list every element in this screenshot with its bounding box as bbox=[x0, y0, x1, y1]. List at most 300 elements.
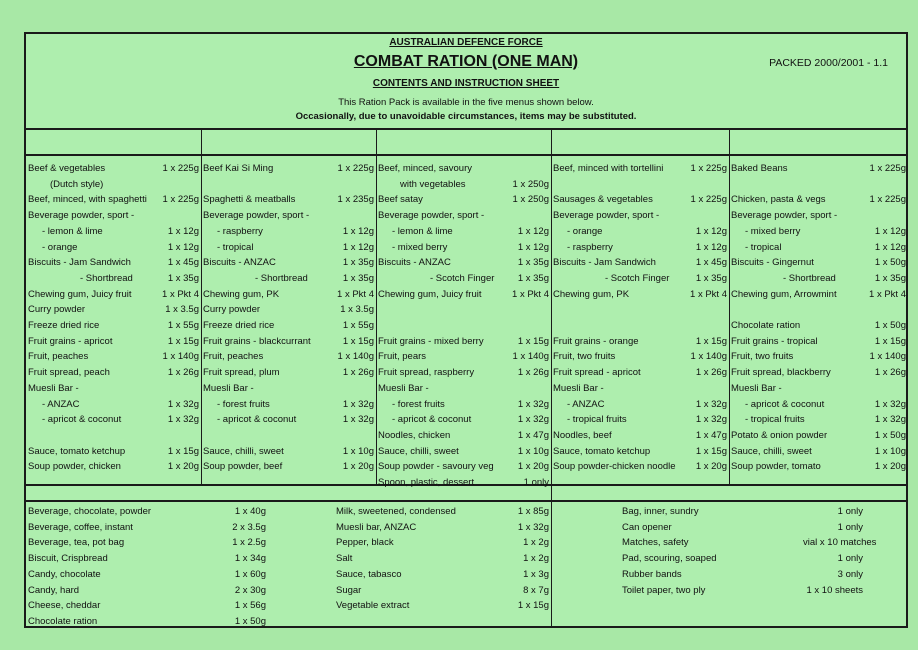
list-item-quantity: 1 only bbox=[837, 506, 863, 517]
item-quantity: 1 x 32g bbox=[695, 414, 727, 426]
item-quantity: 1 x 10g bbox=[874, 445, 906, 457]
item-quantity: 1 x Pkt 4 bbox=[690, 288, 727, 300]
column-divider bbox=[376, 128, 377, 484]
table-row bbox=[28, 412, 199, 428]
table-row bbox=[203, 192, 374, 208]
org-name: AUSTRALIAN DEFENCE FORCE bbox=[389, 37, 543, 48]
item-quantity: 1 x 26g bbox=[695, 367, 727, 379]
table-row bbox=[28, 177, 199, 193]
item-quantity: 1 x 3.5g bbox=[165, 304, 199, 316]
item-quantity: 1 x 20g bbox=[342, 461, 374, 473]
page-title: COMBAT RATION (ONE MAN) bbox=[353, 53, 579, 70]
item-name: Spaghetti & meatballs bbox=[203, 194, 296, 206]
item-quantity: 1 x 35g bbox=[342, 257, 374, 269]
item-name: Sauce, chilli, sweet bbox=[731, 445, 812, 457]
item-name: Fruit grains - mixed berry bbox=[378, 335, 484, 347]
item-quantity: 1 x 15g bbox=[517, 335, 549, 347]
item-quantity: 1 x 32g bbox=[342, 414, 374, 426]
list-item-name: Candy, hard bbox=[28, 584, 80, 596]
item-quantity: 1 x 47g bbox=[695, 429, 727, 441]
table-row bbox=[378, 397, 549, 413]
item-quantity: 1 x 47g bbox=[517, 429, 549, 441]
item-name: Biscuits - ANZAC bbox=[378, 257, 451, 269]
table-row bbox=[203, 224, 374, 240]
item-name: - raspberry bbox=[217, 225, 263, 237]
table-row bbox=[28, 349, 199, 365]
item-quantity: 1 x 225g bbox=[162, 163, 199, 174]
list-item-name: Sugar bbox=[336, 584, 362, 596]
item-quantity: 1 x 225g bbox=[690, 163, 727, 174]
table-row bbox=[553, 192, 727, 208]
item-name: Beef & vegetables bbox=[28, 163, 106, 174]
table-row bbox=[378, 240, 549, 256]
item-name: - ANZAC bbox=[567, 398, 605, 410]
item-name: Fruit, peaches bbox=[28, 351, 89, 363]
item-quantity: 1 x 140g bbox=[162, 351, 199, 363]
table-row bbox=[731, 287, 906, 303]
item-quantity: 1 x 10g bbox=[342, 445, 374, 457]
item-name: - Scotch Finger bbox=[605, 272, 670, 284]
item-quantity: 1 x 225g bbox=[869, 163, 906, 174]
item-name: Fruit spread, raspberry bbox=[378, 367, 475, 379]
item-quantity: 1 x 250g bbox=[512, 178, 549, 190]
item-name: Chocolate ration bbox=[731, 320, 801, 331]
item-name: Biscuits - Gingernut bbox=[731, 257, 814, 269]
table-row bbox=[731, 224, 906, 240]
table-row bbox=[203, 161, 374, 177]
table-row bbox=[28, 271, 199, 287]
table-row bbox=[378, 271, 549, 287]
item-quantity: 1 x 20g bbox=[695, 461, 727, 473]
item-name: - mixed berry bbox=[392, 241, 448, 253]
table-row bbox=[731, 208, 906, 224]
item-quantity: 1 x 32g bbox=[517, 414, 549, 426]
table-row bbox=[731, 349, 906, 365]
item-name: - Scotch Finger bbox=[430, 272, 495, 284]
table-row bbox=[203, 240, 374, 256]
item-name: Sausages & vegetables bbox=[553, 194, 653, 206]
table-row bbox=[203, 302, 374, 318]
item-quantity: 1 x 20g bbox=[874, 461, 906, 473]
item-name: - raspberry bbox=[567, 241, 613, 253]
item-quantity: 1 x 32g bbox=[167, 414, 199, 426]
table-row bbox=[203, 444, 374, 460]
list-item-quantity: 1 x 2.5g bbox=[232, 537, 266, 549]
table-row bbox=[378, 428, 549, 444]
item-quantity: 1 x 32g bbox=[517, 398, 549, 410]
list-item-quantity: 1 x 2g bbox=[523, 553, 549, 565]
item-name: Noodles, chicken bbox=[378, 429, 451, 441]
item-quantity: 1 x 15g bbox=[874, 335, 906, 347]
menu-letter-b bbox=[203, 131, 374, 153]
table-row bbox=[28, 302, 199, 318]
table-row bbox=[378, 177, 549, 193]
item-quantity: 1 x 32g bbox=[342, 398, 374, 410]
item-quantity: 1 x 35g bbox=[874, 272, 906, 284]
list-item-quantity: 1 only bbox=[837, 521, 863, 533]
table-row bbox=[378, 349, 549, 365]
table-row bbox=[28, 381, 199, 397]
item-quantity: 1 x 35g bbox=[342, 272, 374, 284]
table-row bbox=[378, 444, 549, 460]
item-name: Biscuits - Jam Sandwich bbox=[553, 257, 656, 269]
table-row bbox=[553, 444, 727, 460]
list-item-quantity: 1 x 15g bbox=[517, 600, 549, 612]
list-item-name: Beverage, coffee, instant bbox=[28, 521, 133, 533]
list-item-name: Bag, inner, sundry bbox=[622, 506, 699, 517]
table-row bbox=[203, 459, 374, 475]
table-row bbox=[378, 208, 549, 224]
item-name: - apricot & coconut bbox=[745, 398, 825, 410]
item-quantity: 1 x 12g bbox=[517, 225, 549, 237]
item-name: Beverage powder, sport - bbox=[28, 210, 135, 222]
item-name: Biscuits - ANZAC bbox=[203, 257, 276, 269]
item-quantity: 1 only bbox=[523, 477, 549, 488]
list-item-name: Milk, sweetened, condensed bbox=[336, 506, 456, 517]
item-quantity: 1 x 55g bbox=[167, 320, 199, 331]
item-name: Sauce, tomato ketchup bbox=[28, 445, 126, 457]
packed-date: PACKED 2000/2001 - 1.1 bbox=[769, 57, 888, 69]
item-name: - apricot & coconut bbox=[392, 414, 472, 426]
item-quantity: 1 x 50g bbox=[874, 257, 906, 269]
substitution-note: Occasionally, due to unavoidable circumstances, items may be substituted. bbox=[295, 111, 637, 122]
table-row bbox=[203, 287, 374, 303]
list-item-name: Matches, safety bbox=[622, 537, 689, 549]
list-item-quantity: 1 x 40g bbox=[234, 506, 266, 517]
item-name: Fruit grains - apricot bbox=[28, 335, 113, 347]
table-row bbox=[378, 475, 549, 491]
item-name: with vegetables bbox=[400, 178, 466, 190]
list-item-name: Muesli bar, ANZAC bbox=[336, 521, 417, 533]
item-name: Fruit, two fruits bbox=[731, 351, 794, 363]
item-name: Chewing gum, PK bbox=[553, 288, 630, 300]
item-quantity: 1 x 12g bbox=[695, 241, 727, 253]
table-row bbox=[553, 161, 727, 177]
item-quantity: 1 x 140g bbox=[512, 351, 549, 363]
table-row bbox=[731, 444, 906, 460]
item-name: Fruit, peaches bbox=[203, 351, 264, 363]
item-quantity: 1 x 235g bbox=[337, 194, 374, 206]
table-row bbox=[731, 255, 906, 271]
item-name: - forest fruits bbox=[392, 398, 445, 410]
item-quantity: 1 x 45g bbox=[695, 257, 727, 269]
item-quantity: 1 x 50g bbox=[874, 429, 906, 441]
table-row bbox=[378, 192, 549, 208]
list-item-name: Salt bbox=[336, 553, 353, 565]
table-row bbox=[553, 224, 727, 240]
item-name: - apricot & coconut bbox=[217, 414, 297, 426]
table-row bbox=[28, 287, 199, 303]
table-row bbox=[731, 334, 906, 350]
item-name: Noodles, beef bbox=[553, 429, 612, 441]
item-name: Chewing gum, PK bbox=[203, 288, 280, 300]
list-item-quantity: 3 only bbox=[837, 568, 863, 580]
item-quantity: 1 x 35g bbox=[517, 272, 549, 284]
table-row bbox=[731, 161, 906, 177]
item-name: - Shortbread bbox=[783, 272, 836, 284]
item-name: Soup powder, beef bbox=[203, 461, 283, 473]
item-quantity: 1 x 12g bbox=[874, 225, 906, 237]
item-quantity: 1 x 35g bbox=[695, 272, 727, 284]
list-item-quantity: vial x 10 matches bbox=[803, 537, 877, 549]
list-item-name: Vegetable extract bbox=[336, 600, 410, 612]
list-item-quantity: 1 x 50g bbox=[234, 615, 266, 627]
item-name: - Shortbread bbox=[255, 272, 308, 284]
item-quantity: 1 x 140g bbox=[690, 351, 727, 363]
item-quantity: 1 x 12g bbox=[167, 225, 199, 237]
item-quantity: 1 x 32g bbox=[874, 414, 906, 426]
item-name: Muesli Bar - bbox=[378, 382, 429, 394]
item-name: - lemon & lime bbox=[42, 225, 103, 237]
list-item-quantity: 1 x 10 sheets bbox=[806, 584, 863, 596]
table-row bbox=[378, 334, 549, 350]
column-head-divider bbox=[26, 154, 906, 156]
table-row bbox=[28, 365, 199, 381]
item-quantity: 1 x 250g bbox=[512, 194, 549, 206]
item-name: Freeze dried rice bbox=[203, 320, 275, 331]
item-name: - tropical fruits bbox=[745, 414, 805, 426]
table-row bbox=[731, 459, 906, 475]
item-name: - tropical bbox=[217, 241, 254, 253]
list-item-quantity: 1 x 60g bbox=[234, 568, 266, 580]
item-quantity: 1 x 55g bbox=[342, 320, 374, 331]
list-item-quantity: 2 x 30g bbox=[234, 584, 266, 596]
list-item-name: Beverage, tea, pot bag bbox=[28, 537, 125, 549]
item-quantity: 1 x 20g bbox=[517, 461, 549, 473]
table-row bbox=[203, 349, 374, 365]
menu-letter-e bbox=[731, 131, 906, 153]
item-quantity: 1 x 12g bbox=[342, 225, 374, 237]
item-name: Soup powder, chicken bbox=[28, 461, 121, 473]
item-name: - orange bbox=[567, 225, 603, 237]
list-item-name: Pad, scouring, soaped bbox=[622, 553, 717, 565]
table-row bbox=[553, 271, 727, 287]
list-item-quantity: 2 x 3.5g bbox=[232, 521, 266, 533]
menu-letter-a bbox=[28, 131, 199, 153]
item-name: Baked Beans bbox=[731, 163, 788, 174]
table-row bbox=[378, 412, 549, 428]
table-row bbox=[731, 240, 906, 256]
item-name: Sauce, tomato ketchup bbox=[553, 445, 651, 457]
item-quantity: 1 x 225g bbox=[869, 194, 906, 206]
item-quantity: 1 x 26g bbox=[167, 367, 199, 379]
item-quantity: 1 x 45g bbox=[167, 257, 199, 269]
item-name: Chewing gum, Juicy fruit bbox=[378, 288, 482, 300]
table-row bbox=[553, 208, 727, 224]
item-name: - tropical bbox=[745, 241, 782, 253]
item-name: Beverage powder, sport - bbox=[378, 210, 485, 222]
item-quantity: 1 x Pkt 4 bbox=[869, 288, 906, 300]
item-quantity: 1 x 26g bbox=[874, 367, 906, 379]
item-quantity: 1 x 32g bbox=[167, 398, 199, 410]
section-column-divider bbox=[551, 484, 552, 628]
item-quantity: 1 x 35g bbox=[167, 272, 199, 284]
item-name: Chewing gum, Juicy fruit bbox=[28, 288, 132, 300]
item-name: Fruit grains - blackcurrant bbox=[203, 335, 311, 347]
table-row bbox=[378, 381, 549, 397]
list-item-quantity: 1 x 34g bbox=[234, 553, 266, 565]
item-name: Fruit grains - tropical bbox=[731, 335, 818, 347]
item-name: Soup powder-chicken noodle bbox=[553, 461, 676, 473]
table-row bbox=[731, 318, 906, 334]
section-head-divider bbox=[26, 500, 906, 502]
menu-letter-c bbox=[378, 131, 549, 153]
item-name: Fruit, two fruits bbox=[553, 351, 616, 363]
table-row bbox=[378, 287, 549, 303]
table-row bbox=[553, 381, 727, 397]
item-name: - Shortbread bbox=[80, 272, 133, 284]
header-divider bbox=[26, 128, 906, 130]
item-name: (Dutch style) bbox=[50, 178, 104, 190]
item-name: Muesli Bar - bbox=[553, 382, 604, 394]
ration-sheet bbox=[24, 32, 908, 628]
item-quantity: 1 x 12g bbox=[167, 241, 199, 253]
table-row bbox=[28, 318, 199, 334]
item-name: Fruit spread, plum bbox=[203, 367, 280, 379]
list-item-quantity: 1 x 2g bbox=[523, 537, 549, 549]
table-row bbox=[553, 334, 727, 350]
item-name: Muesli Bar - bbox=[731, 382, 782, 394]
item-name: Soup powder - savoury veg bbox=[378, 461, 494, 473]
menu-letter-d bbox=[553, 131, 727, 153]
table-row bbox=[731, 365, 906, 381]
list-item-quantity: 1 x 32g bbox=[517, 521, 549, 533]
table-row bbox=[203, 397, 374, 413]
item-quantity: 1 x 15g bbox=[695, 445, 727, 457]
list-item-name: Sauce, tabasco bbox=[336, 568, 402, 580]
table-row bbox=[553, 240, 727, 256]
table-row bbox=[378, 459, 549, 475]
table-row bbox=[28, 192, 199, 208]
item-quantity: 1 x 12g bbox=[874, 241, 906, 253]
item-name: Freeze dried rice bbox=[28, 320, 100, 331]
item-name: Soup powder, tomato bbox=[731, 461, 821, 473]
column-divider bbox=[729, 128, 730, 484]
item-name: Fruit, pears bbox=[378, 351, 427, 363]
item-quantity: 1 x Pkt 4 bbox=[162, 288, 199, 300]
table-row bbox=[28, 255, 199, 271]
item-quantity: 1 x 140g bbox=[869, 351, 906, 363]
item-name: Fruit grains - orange bbox=[553, 335, 639, 347]
item-quantity: 1 x 32g bbox=[695, 398, 727, 410]
item-name: - ANZAC bbox=[42, 398, 80, 410]
item-quantity: 1 x Pkt 4 bbox=[512, 288, 549, 300]
item-quantity: 1 x 3.5g bbox=[340, 304, 374, 316]
list-item-quantity: 1 x 3g bbox=[523, 568, 549, 580]
item-quantity: 1 x 35g bbox=[517, 257, 549, 269]
item-name: Fruit spread - apricot bbox=[553, 367, 641, 379]
table-row bbox=[731, 192, 906, 208]
table-row bbox=[28, 334, 199, 350]
item-name: Muesli Bar - bbox=[28, 382, 79, 394]
list-item-name: Beverage, chocolate, powder bbox=[28, 506, 152, 517]
item-quantity: 1 x 15g bbox=[167, 335, 199, 347]
table-row bbox=[378, 365, 549, 381]
table-row bbox=[203, 334, 374, 350]
item-name: Potato & onion powder bbox=[731, 429, 828, 441]
list-item-name: Can opener bbox=[622, 521, 672, 533]
item-name: Beef, minced, with spaghetti bbox=[28, 194, 147, 206]
item-quantity: 1 x 50g bbox=[874, 320, 906, 331]
item-name: Sauce, chilli, sweet bbox=[203, 445, 284, 457]
item-name: Beef Kai Si Ming bbox=[203, 163, 274, 174]
table-row bbox=[553, 287, 727, 303]
item-name: Chicken, pasta & vegs bbox=[731, 194, 826, 206]
list-item-quantity: 1 x 56g bbox=[234, 600, 266, 612]
item-name: Beverage powder, sport - bbox=[203, 210, 310, 222]
item-name: - forest fruits bbox=[217, 398, 270, 410]
list-item-name: Toilet paper, two ply bbox=[622, 584, 706, 596]
table-row bbox=[28, 224, 199, 240]
table-row bbox=[553, 349, 727, 365]
item-name: Beverage powder, sport - bbox=[731, 210, 838, 222]
item-name: - orange bbox=[42, 241, 78, 253]
item-name: Beef, minced with tortellini bbox=[553, 163, 664, 174]
item-quantity: 1 x 12g bbox=[342, 241, 374, 253]
list-item-name: Biscuit, Crispbread bbox=[28, 553, 108, 565]
item-quantity: 1 x 225g bbox=[337, 163, 374, 174]
table-row bbox=[203, 412, 374, 428]
list-item-name: Chocolate ration bbox=[28, 615, 98, 627]
table-row bbox=[731, 397, 906, 413]
table-row bbox=[28, 161, 199, 177]
item-name: Beef, minced, savoury bbox=[378, 163, 472, 174]
table-row bbox=[378, 161, 549, 177]
item-name: - mixed berry bbox=[745, 225, 801, 237]
table-row bbox=[731, 428, 906, 444]
sheet-header bbox=[26, 34, 906, 128]
table-row bbox=[553, 428, 727, 444]
item-name: Spoon, plastic, dessert bbox=[378, 477, 475, 488]
item-name: Fruit spread, blackberry bbox=[731, 367, 831, 379]
item-name: Beverage powder, sport - bbox=[553, 210, 660, 222]
item-name: - apricot & coconut bbox=[42, 414, 122, 426]
table-row bbox=[203, 381, 374, 397]
item-name: Curry powder bbox=[203, 304, 261, 316]
table-row bbox=[553, 412, 727, 428]
item-quantity: 1 x 12g bbox=[695, 225, 727, 237]
table-row bbox=[553, 459, 727, 475]
table-row bbox=[378, 224, 549, 240]
item-name: Curry powder bbox=[28, 304, 86, 316]
item-quantity: 1 x Pkt 4 bbox=[337, 288, 374, 300]
table-row bbox=[203, 208, 374, 224]
item-quantity: 1 x 15g bbox=[167, 445, 199, 457]
table-row bbox=[203, 365, 374, 381]
item-name: Biscuits - Jam Sandwich bbox=[28, 257, 131, 269]
table-row bbox=[731, 412, 906, 428]
table-row bbox=[553, 255, 727, 271]
table-row bbox=[203, 318, 374, 334]
item-name: - tropical fruits bbox=[567, 414, 627, 426]
item-quantity: 1 x 26g bbox=[342, 367, 374, 379]
table-row bbox=[28, 444, 199, 460]
item-quantity: 1 x 225g bbox=[690, 194, 727, 206]
item-name: - lemon & lime bbox=[392, 225, 453, 237]
table-row bbox=[378, 255, 549, 271]
list-item-name: Rubber bands bbox=[622, 568, 682, 580]
table-row bbox=[28, 240, 199, 256]
table-row bbox=[28, 208, 199, 224]
item-quantity: 1 x 15g bbox=[342, 335, 374, 347]
item-name: Fruit spread, peach bbox=[28, 367, 110, 379]
table-row bbox=[731, 271, 906, 287]
table-row bbox=[731, 381, 906, 397]
item-quantity: 1 x 15g bbox=[695, 335, 727, 347]
item-name: Chewing gum, Arrowmint bbox=[731, 288, 837, 300]
list-item-name: Pepper, black bbox=[336, 537, 394, 549]
item-name: Sauce, chilli, sweet bbox=[378, 445, 459, 457]
